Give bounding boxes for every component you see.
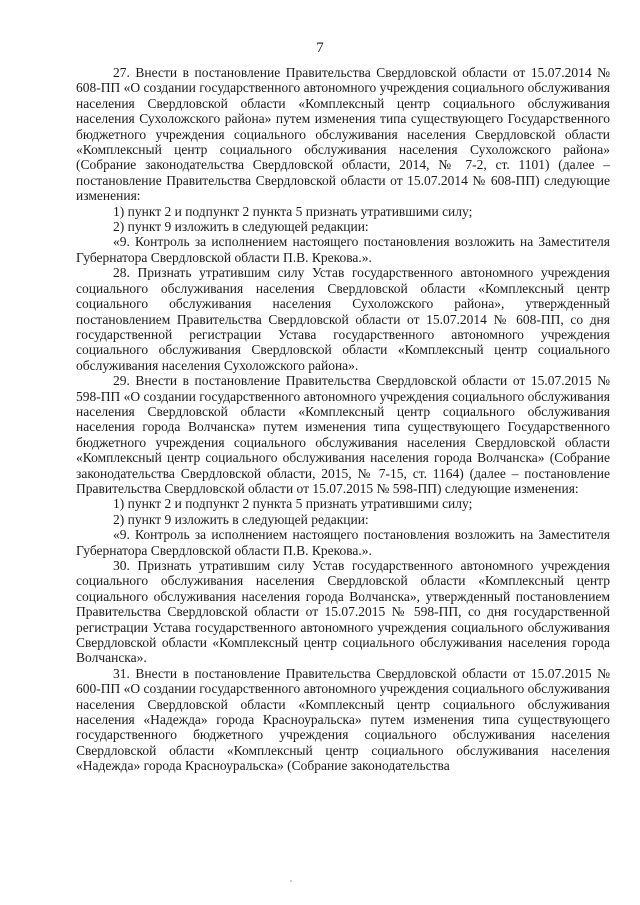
paragraph-31: 31. Внести в постановление Правительства Свердловской области от 15.07.2015 № 600-ПП «О создании государственного автономного учреждения социального обслуживания населения Свердловской области «Комплексный центр социального обслуживания населения «Надежда» города Красноуральска» путем изменения типа существующего государственного бюджетного учреждения социального обслуживания населения Свердловской области «Комплексный центр социального обслуживания населения «Надежда» города Красноуральска» (Собрание законодательства — [76, 665, 610, 774]
scan-speck — [290, 880, 292, 882]
paragraph-27-item-1: 1) пункт 2 и подпункт 2 пункта 5 признать утратившими силу; — [113, 203, 473, 219]
paragraph-29-item-1: 1) пункт 2 и подпункт 2 пункта 5 признать утратившими силу; — [113, 496, 473, 512]
paragraph-28: 28. Признать утратившим силу Устав государственного автономного учреждения социального обслуживания населения Свердловской области «Комплексный центр социального обслуживания населения Сухоложского района», утвержденный постановлением Правительства Свердловской области от 15.07.2014 № 608-ПП, со дня государственной регистрации Устава государственного автономного учреждения социального обслуживания Свердловской области «Комплексный центр социального обслуживания населения Сухоложского района». — [76, 265, 610, 373]
paragraph-27-quote: «9. Контроль за исполнением настоящего постановления возложить на Заместителя Губернатора Свердловской области П.В. Крекова.». — [76, 234, 610, 265]
paragraph-27-item-2: 2) пункт 9 изложить в следующей редакции: — [113, 219, 369, 235]
paragraph-27: 27. Внести в постановление Правительства Свердловской области от 15.07.2014 № 608-ПП «О создании государственного автономного учреждения социального обслуживания населения Свердловской области «Комплексный центр социального обслуживания населения Сухоложского района» путем изменения типа существующего Государственного бюджетного учреждения социального обслуживания населения Свердловской области «Комплексный центр социального обслуживания населения Сухоложского района» (Собрание законодательства Свердловской области, 2014, № 7-2, ст. 1101) (далее – постановление Правительства Свердловской области от 15.07.2014 № 608-ПП) следующие изменения: — [76, 65, 610, 204]
page-number: 7 — [316, 40, 324, 56]
document-body — [76, 65, 610, 774]
paragraph-29-quote: «9. Контроль за исполнением настоящего постановления возложить на Заместителя Губернатора Свердловской области П.В. Крекова.». — [76, 527, 610, 558]
paragraph-29: 29. Внести в постановление Правительства Свердловской области от 15.07.2015 № 598-ПП «О создании государственного автономного учреждения социального обслуживания населения Свердловской области «Комплексный центр социального обслуживания населения города Волчанска» путем изменения типа существующего Государственного бюджетного учреждения социального обслуживания населения Свердловской области «Комплексный центр социального обслуживания населения города Волчанска» (Собрание законодательства Свердловской области, 2015, № 7-15, ст. 1164) (далее – постановление Правительства Свердловской области от 15.07.2015 № 598-ПП) следующие изменения: — [76, 373, 610, 496]
paragraph-29-item-2: 2) пункт 9 изложить в следующей редакции: — [113, 511, 369, 527]
paragraph-30: 30. Признать утратившим силу Устав государственного автономного учреждения социального обслуживания населения Свердловской области «Комплексный центр социального обслуживания населения города Волчанска», утвержденный постановлением Правительства Свердловской области от 15.07.2015 № 598-ПП, со дня государственной регистрации Устава государственного автономного учреждения социального обслуживания Свердловской области «Комплексный центр социального обслуживания населения города Волчанска». — [76, 558, 610, 666]
